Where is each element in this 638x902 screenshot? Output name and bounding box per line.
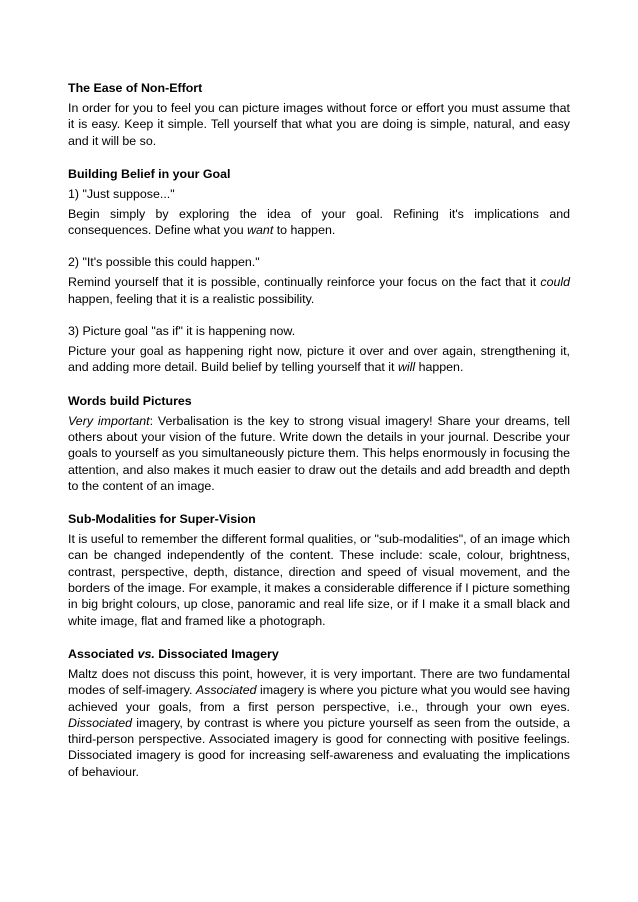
words-text: : Verbalisation is the key to strong visual imagery! Share your dreams, tell others about your vision of the future. Write down the details in your journal. Describe your goals to yourself as you simultaneously picture them. This helps enormously in focusing the attention, and also makes it much easier to draw out the details and add breadth and depth to the content of an image.	[68, 413, 570, 493]
section-words-build-pictures	[68, 393, 570, 494]
heading-sub-modalities: Sub-Modalities for Super-Vision	[68, 512, 256, 527]
associated-text-1: Maltz does not discuss this point, however, it is very important. There are two fundamental modes of self-imagery.	[68, 666, 570, 698]
step-2-text-a: Remind yourself that it is possible, continually reinforce your focus on the fact that it	[68, 275, 541, 290]
step-3-paragraph	[68, 343, 570, 376]
step-1-text-a: Begin simply by exploring the idea of your goal. Refining it's implications and consequences. Define what you	[68, 206, 570, 238]
step-1-text-b: to happen.	[273, 223, 336, 238]
section-associated-imagery	[68, 646, 570, 780]
section-ease-of-non-effort	[68, 80, 570, 149]
step-3-label: 3) Picture goal "as if" it is happening now.	[68, 324, 296, 339]
step-2-paragraph	[68, 274, 570, 307]
section-building-belief	[68, 166, 570, 376]
step-1-label: 1) "Just suppose..."	[68, 186, 175, 201]
step-3-text-b: happen.	[415, 360, 464, 375]
heading-ease-of-non-effort: The Ease of Non-Effort	[68, 81, 203, 95]
associated-text-3: imagery, by contrast is where you picture yourself as seen from the outside, a third-person perspective. Associated imagery is good for connecting with positive feelings. Dissociated imagery is good for increasing self-awareness and evaluating the implications of behaviour.	[68, 715, 570, 779]
heading-building-belief: Building Belief in your Goal	[68, 166, 231, 181]
heading-associated-imagery	[68, 646, 570, 663]
associated-text-2: imagery is where you picture what you would see having achieved your goals, from a first person perspective, i.e., through your own eyes.	[68, 683, 570, 714]
words-emphasis: Very important	[68, 413, 150, 428]
step-1-emphasis: want	[247, 223, 274, 238]
step-1-paragraph	[68, 206, 570, 239]
step-3-text-a: Picture your goal as happening right now, picture it over and over again, strengthening it, and adding more detail. Build belief by telling yourself that it	[68, 344, 570, 375]
heading-associated-text-a: Associated	[68, 646, 138, 661]
step-2-label: 2) "It's possible this could happen."	[68, 255, 260, 270]
heading-associated-text-b: Dissociated Imagery	[154, 646, 279, 661]
paragraph-associated-imagery	[68, 666, 570, 780]
paragraph-words-build-pictures	[68, 413, 570, 494]
heading-associated-emphasis: vs.	[137, 646, 155, 661]
step-2-text-b: happen, feeling that it is a realistic possibility.	[68, 291, 315, 306]
document-body	[68, 80, 570, 797]
associated-emphasis-2: Dissociated	[68, 715, 133, 730]
step-2-emphasis: could	[540, 275, 570, 290]
associated-emphasis-1: Associated	[195, 683, 257, 698]
paragraph-ease-of-non-effort: In order for you to feel you can picture images without force or effort you must assume that it is easy. Keep it simple. Tell yourself that what you are doing is simple, natural, and easy and it will be so.	[68, 101, 570, 148]
step-3-emphasis: will	[397, 360, 416, 375]
paragraph-sub-modalities: It is useful to remember the different formal qualities, or "sub-modalities", of an image which can be changed independently of the content. These include: scale, colour, brightness, contrast, perspective, depth, distance, direction and speed of visual movement, and the borders of the image. For example, it makes a considerable difference if I picture something in big bright colours, up close, panoramic and real life size, or if I make it a small black and white image, flat and framed like a photograph.	[68, 532, 570, 628]
heading-words-build-pictures: Words build Pictures	[68, 393, 192, 408]
section-sub-modalities	[68, 511, 570, 629]
